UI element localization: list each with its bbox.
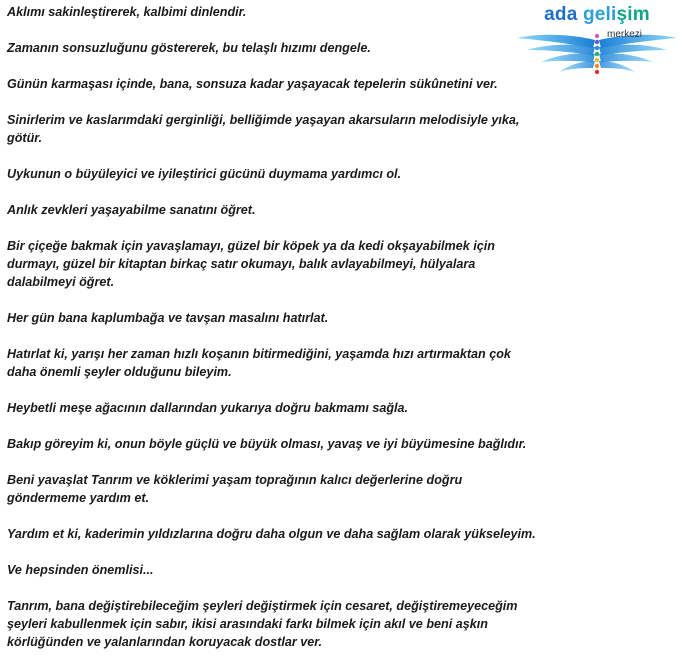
paragraph: Hatırlat ki, yarışı her zaman hızlı koşanın bitirmediğini, yaşamda hızı artırmaktan çok daha önemli şeyler olduğunu bileyim. [7, 347, 511, 379]
wings-logo-icon [515, 30, 679, 82]
logo-brand-name [515, 4, 679, 26]
paragraph: Beni yavaşlat Tanrım ve köklerimi yaşam toprağının kalıcı değerlerine doğru göndermeme yardım et. [7, 473, 463, 505]
paragraph: Bir çiçeğe bakmak için yavaşlamayı, güzel bir köpek ya da kedi okşayabilmek için durmayı, güzel bir kitaptan birkaç satır okumayı, balık avlayabilmeyi, hülyalara dalabilmeyi öğret. [7, 239, 495, 289]
paragraph: Tanrım, bana değiştirebileceğim şeyleri değiştirmek için cesaret, değiştiremeyeceğim şeyleri kabullenmek için sabır, ikisi arasındaki farkı bilmek için akıl ve beni aşkın körlüğünden ve yalanlarından koruyacak dostlar ver. [7, 599, 518, 649]
paragraph: Uykunun o büyüleyici ve iyileştirici gücünü duymama yardımcı ol. [7, 167, 402, 181]
paragraph: Anlık zevkleri yaşayabilme sanatını öğret. [7, 203, 256, 217]
paragraph: Heybetli meşe ağacının dallarından yukarıya doğru bakmamı sağla. [7, 401, 409, 415]
paragraph: Günün karmaşası içinde, bana, sonsuza kadar yaşayacak tepelerin sükûnetini ver. [7, 77, 498, 91]
paragraph: Aklımı sakinleştirerek, kalbimi dinlendir. [7, 5, 247, 19]
logo-word-sim: şim [616, 4, 650, 25]
paragraph: Yardım et ki, kaderimin yıldızlarına doğru daha olgun ve daha sağlam olarak yükseleyim. [7, 527, 536, 541]
logo-word-ada: ada [544, 4, 578, 25]
paragraph: Bakıp göreyim ki, onun böyle güçlü ve büyük olması, yavaş ve iyi büyümesine bağlıdır. [7, 437, 527, 451]
paragraph: Sinirlerim ve kaslarımdaki gerginliği, belliğimde yaşayan akarsuların melodisiyle yıka, götür. [7, 113, 520, 145]
prayer-text [7, 3, 567, 669]
paragraph: Ve hepsinden önemlisi... [7, 563, 154, 577]
paragraph: Her gün bana kaplumbağa ve tavşan masalını hatırlat. [7, 311, 329, 325]
ada-gelisim-logo [515, 2, 679, 82]
paragraph: Zamanın sonsuzluğunu göstererek, bu telaşlı hızımı dengele. [7, 41, 371, 55]
logo-subtitle: merkezi [607, 29, 643, 40]
logo-word-geli: geli [582, 4, 617, 25]
